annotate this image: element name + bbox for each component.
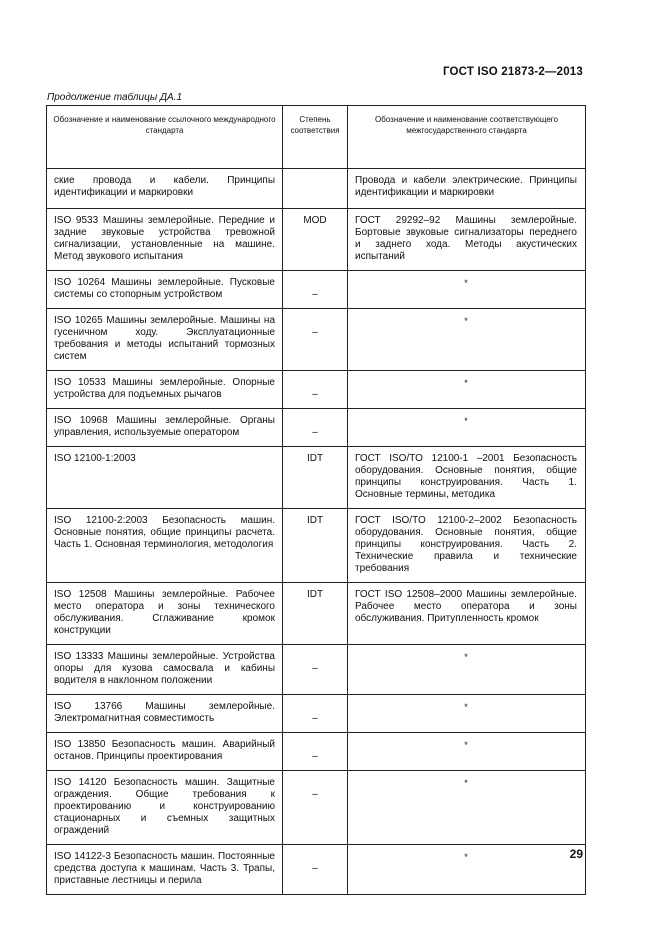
degree-cell (283, 371, 348, 409)
column-header-intl-standard: Обозначение и наименование ссылочного международного стандарта (47, 106, 283, 169)
page-number: 29 (569, 847, 583, 861)
degree-value: – (312, 863, 318, 874)
table-row (47, 209, 586, 271)
degree-value: IDT (306, 589, 324, 600)
national-standard-text: ГОСТ ISO/TO 12100-2–2002 Безопасность оборудования. Основные понятия, общие принципы конструирования. Часть 2. Технические правила и технические требования (355, 515, 577, 574)
national-standard-cell (348, 695, 586, 733)
national-standard-cell (348, 583, 586, 645)
degree-cell (283, 845, 348, 895)
intl-standard-cell: ISO 10264 Машины землеройные. Пусковые системы со стопорным устройством (47, 271, 283, 309)
table-row (47, 645, 586, 695)
footnote-ref: * (464, 652, 468, 662)
degree-cell (283, 409, 348, 447)
degree-cell (283, 509, 348, 583)
intl-standard-cell: ISO 12100-2:2003 Безопасность машин. Основные понятия, общие принципы расчета. Часть 1. Основная терминология, методология (47, 509, 283, 583)
table-row (47, 169, 586, 209)
degree-value: – (312, 663, 318, 674)
footnote-ref: * (464, 778, 468, 788)
national-standard-cell (348, 371, 586, 409)
table-row (47, 409, 586, 447)
footnote-ref: * (464, 378, 468, 388)
table-row (47, 733, 586, 771)
intl-standard-cell: ISO 13333 Машины землеройные. Устройства опоры для кузова самосвала и кабины водителя в наклонном положении (47, 645, 283, 695)
national-standard-text: Провода и кабели электрические. Принципы идентификации и маркировки (355, 175, 577, 198)
national-standard-text: ГОСТ ISO/TO 12100-1 –2001 Безопасность оборудования. Основные понятия, общие принципы конструирования. Часть 1. Основные термины, методика (355, 453, 577, 500)
national-standard-text: ГОСТ 29292–92 Машины землеройные. Бортовые звуковые сигнализаторы переднего и заднего хода. Методы акустических испытаний (355, 215, 577, 262)
degree-cell (283, 733, 348, 771)
degree-cell (283, 271, 348, 309)
national-standard-text: ГОСТ ISO 12508–2000 Машины землеройные. Рабочее место оператора и зоны обслуживания. Притупленность кромок (355, 589, 577, 624)
degree-cell (283, 583, 348, 645)
intl-standard-cell: ISO 10968 Машины землеройные. Органы управления, используемые оператором (47, 409, 283, 447)
national-standard-cell (348, 209, 586, 271)
national-standard-cell (348, 845, 586, 895)
national-standard-cell (348, 409, 586, 447)
document-code: ГОСТ ISO 21873-2—2013 (442, 66, 583, 78)
intl-standard-cell: ISO 10265 Машины землеройные. Машины на гусеничном ходу. Эксплуатационные требования и методы испытаний тормозных систем (47, 309, 283, 371)
degree-cell (283, 309, 348, 371)
footnote-ref: * (464, 702, 468, 712)
degree-value: IDT (306, 515, 324, 526)
table-row (47, 309, 586, 371)
degree-cell (283, 209, 348, 271)
intl-standard-cell: ISO 12100-1:2003 (47, 447, 283, 509)
table-row (47, 447, 586, 509)
intl-standard-cell: ISO 13766 Машины землеройные. Электромагнитная совместимость (47, 695, 283, 733)
degree-value: – (312, 327, 318, 338)
national-standard-cell (348, 447, 586, 509)
column-header-degree: Степень соответствия (283, 106, 348, 169)
degree-cell (283, 771, 348, 845)
intl-standard-cell: ISO 9533 Машины землеройные. Передние и задние звуковые устройства тревожной сигнализации, установленные на машине. Метод звукового испытания (47, 209, 283, 271)
degree-value: – (312, 389, 318, 400)
national-standard-cell (348, 733, 586, 771)
degree-value: – (312, 751, 318, 762)
national-standard-cell (348, 309, 586, 371)
table-row (47, 271, 586, 309)
intl-standard-cell: ISO 12508 Машины землеройные. Рабочее место оператора и зоны технического обслуживания. Сглаживание кромок конструкции (47, 583, 283, 645)
degree-value: – (312, 427, 318, 438)
footnote-ref: * (464, 316, 468, 326)
degree-value: – (312, 789, 318, 800)
table-row (47, 371, 586, 409)
intl-standard-cell: ISO 10533 Машины землеройные. Опорные устройства для подъемных рычагов (47, 371, 283, 409)
degree-value: IDT (306, 453, 324, 464)
national-standard-cell (348, 771, 586, 845)
intl-standard-cell: ISO 13850 Безопасность машин. Аварийный останов. Принципы проектирования (47, 733, 283, 771)
correspondence-table (46, 105, 586, 895)
table-caption: Продолжение таблицы ДА.1 (47, 92, 183, 103)
national-standard-cell (348, 169, 586, 209)
table-row (47, 845, 586, 895)
intl-standard-cell: ские провода и кабели. Принципы идентификации и маркировки (47, 169, 283, 209)
footnote-ref: * (464, 852, 468, 862)
table-header-row (47, 106, 586, 169)
degree-cell (283, 169, 348, 209)
footnote-ref: * (464, 278, 468, 288)
column-header-national-standard: Обозначение и наименование соответствующего межгосударственного стандарта (348, 106, 586, 169)
intl-standard-cell: ISO 14120 Безопасность машин. Защитные ограждения. Общие требования к проектированию и конструированию стационарных и съемных защитных ограждений (47, 771, 283, 845)
table-row (47, 509, 586, 583)
table-row (47, 695, 586, 733)
footnote-ref: * (464, 416, 468, 426)
table-row (47, 583, 586, 645)
national-standard-cell (348, 645, 586, 695)
degree-cell (283, 447, 348, 509)
intl-standard-cell: ISO 14122-3 Безопасность машин. Постоянные средства доступа к машинам. Часть 3. Трапы, приставные лестницы и перила (47, 845, 283, 895)
national-standard-cell (348, 271, 586, 309)
degree-cell (283, 695, 348, 733)
degree-value: – (312, 713, 318, 724)
table-row (47, 771, 586, 845)
degree-value: MOD (303, 215, 327, 226)
footnote-ref: * (464, 740, 468, 750)
degree-value: – (312, 289, 318, 300)
national-standard-cell (348, 509, 586, 583)
degree-cell (283, 645, 348, 695)
